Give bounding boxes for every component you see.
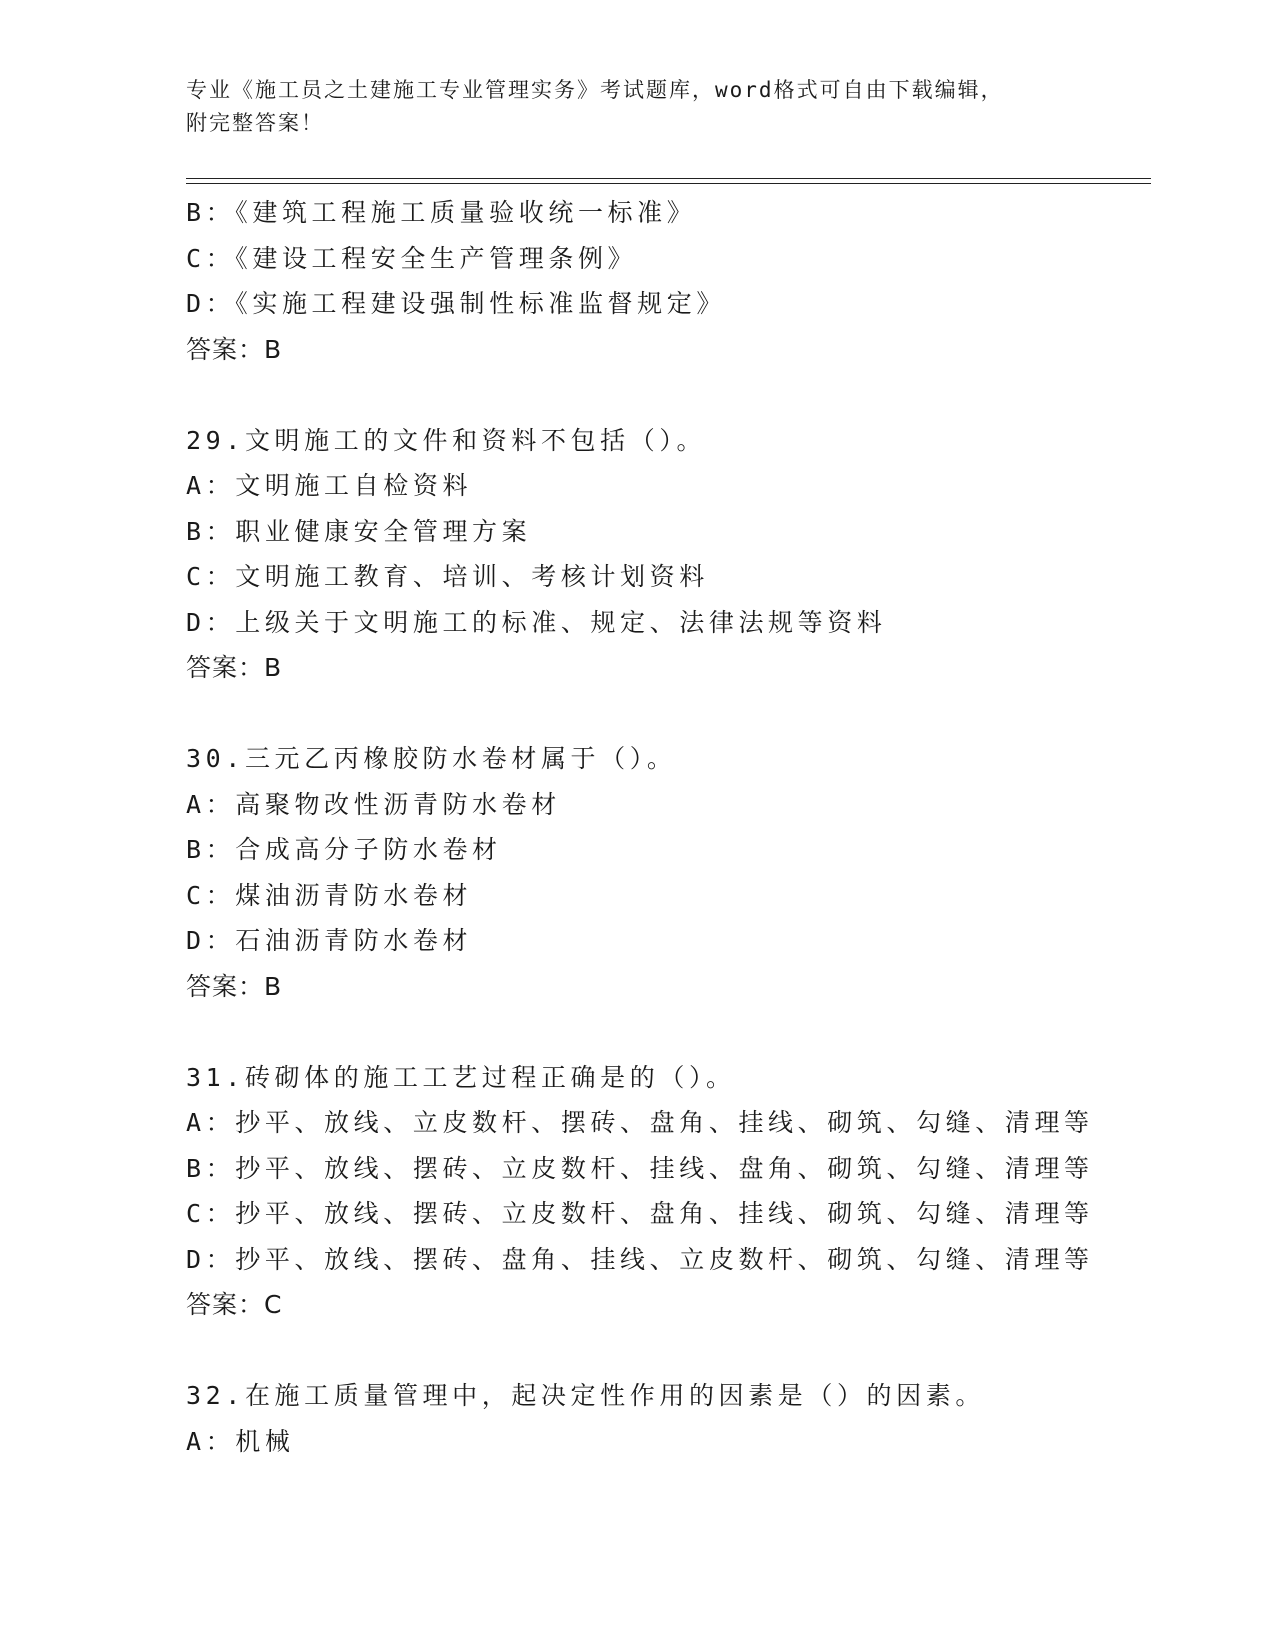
option-a: A：高聚物改性沥青防水卷材 (186, 789, 561, 819)
header-divider-top (186, 178, 1151, 179)
option-d: D：《实施工程建设强制性标准监督规定》 (186, 289, 726, 318)
option-b: B：合成高分子防水卷材 (186, 835, 502, 864)
header-divider-bottom (186, 183, 1151, 184)
question-text: 29.文明施工的文件和资料不包括（）。 (186, 425, 707, 455)
answer: 答案：B (186, 653, 283, 682)
option-b: B：抄平、放线、摆砖、立皮数杆、挂线、盘角、砌筑、勾缝、清理等 (186, 1153, 1094, 1183)
option-d: D：石油沥青防水卷材 (186, 926, 473, 955)
option-d: D：上级关于文明施工的标准、规定、法律法规等资料 (186, 607, 887, 637)
option-d: D：抄平、放线、摆砖、盘角、挂线、立皮数杆、砌筑、勾缝、清理等 (186, 1244, 1094, 1274)
option-c: C：《建设工程安全生产管理条例》 (186, 243, 638, 273)
header-line-2: 附完整答案！ (186, 111, 324, 135)
option-a: A：抄平、放线、立皮数杆、摆砖、盘角、挂线、砌筑、勾缝、清理等 (186, 1108, 1094, 1137)
option-c: C：煤油沥青防水卷材 (186, 880, 473, 910)
option-a: A：机械 (186, 1426, 295, 1456)
question-list (186, 190, 1146, 1464)
answer: 答案：B (186, 334, 283, 364)
question-28-continued (186, 190, 1146, 372)
question-text: 32.在施工质量管理中，起决定性作用的因素是（）的因素。 (186, 1381, 985, 1410)
question-text: 30.三元乙丙橡胶防水卷材属于（）。 (186, 744, 677, 773)
question-text: 31.砖砌体的施工工艺过程正确是的（）。 (186, 1062, 736, 1092)
option-b: B：《建筑工程施工质量验收统一标准》 (186, 198, 697, 227)
question-31 (186, 1055, 1146, 1328)
answer: 答案：B (186, 971, 283, 1001)
question-29 (186, 418, 1146, 691)
option-b: B：职业健康安全管理方案 (186, 516, 532, 546)
option-c: C：抄平、放线、摆砖、立皮数杆、盘角、挂线、砌筑、勾缝、清理等 (186, 1199, 1094, 1228)
option-a: A：文明施工自检资料 (186, 471, 473, 500)
header-line-1: 专业《施工员之土建施工专业管理实务》考试题库，word格式可自由下载编辑， (186, 78, 1004, 102)
question-32 (186, 1373, 1146, 1464)
option-c: C：文明施工教育、培训、考核计划资料 (186, 562, 709, 591)
answer: 答案：C (186, 1290, 283, 1319)
question-30 (186, 736, 1146, 1009)
document-header (186, 74, 1106, 140)
